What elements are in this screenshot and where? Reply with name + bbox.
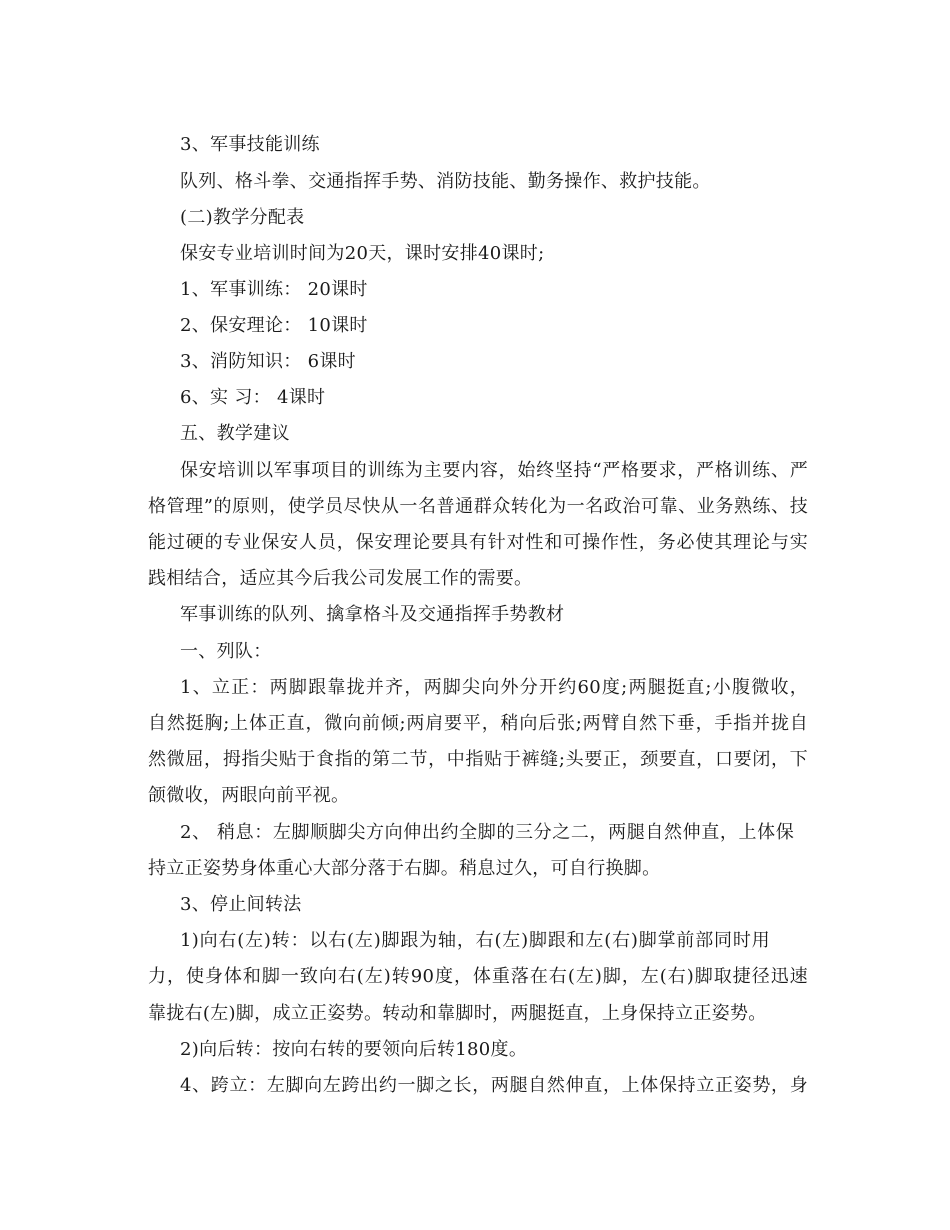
paragraph-line: 持立正姿势身体重心大部分落于右脚。稍息过久，可自行换脚。 [148,858,661,879]
paragraph-line: 保安专业培训时间为20天，课时安排40课时; [180,243,545,264]
paragraph-line: 2、 稍息：左脚顺脚尖方向伸出约全脚的三分之二，两腿自然伸直，上体保 [180,822,794,843]
paragraph-line: 保安培训以军事项目的训练为主要内容，始终坚持“严格要求，严格训练、严 [180,460,808,481]
paragraph-line: 1)向右(左)转：以右(左)脚跟为轴，右(左)脚跟和左(右)脚掌前部同时用 [180,930,770,951]
paragraph-line: 自然挺胸;上体正直，微向前倾;两肩要平，稍向后张;两臂自然下垂，手指并拢自 [148,713,808,734]
paragraph-line: 践相结合，适应其今后我公司发展工作的需要。 [148,568,533,589]
section-title-textbook: 军事训练的队列、擒拿格斗及交通指挥手势教材 [180,604,565,625]
section-heading-allocation-table: (二)教学分配表 [180,207,305,228]
paragraph-line: 4、跨立：左脚向左跨出约一脚之长，两腿自然伸直，上体保持立正姿势，身 [180,1075,808,1096]
section-heading-teaching-advice: 五、教学建议 [180,423,290,444]
section-heading-military-skills: 3、军事技能训练 [180,134,320,155]
section-heading-formation: 一、列队： [180,641,272,662]
paragraph-line: 力，使身体和脚一致向右(左)转90度，体重落在右(左)脚，左(右)脚取捷径迅速 [148,966,808,987]
list-item: 2、保安理论： 10课时 [180,315,368,336]
paragraph-line: 靠拢右(左)脚，成立正姿势。转动和靠脚时，两腿挺直，上身保持立正姿势。 [148,1003,767,1024]
paragraph-line: 格管理”的原则，使学员尽快从一名普通群众转化为一名政治可靠、业务熟练、技 [148,496,808,517]
list-item: 3、消防知识： 6课时 [180,351,356,372]
paragraph-line: 2)向后转：按向右转的要领向后转180度。 [180,1039,528,1060]
paragraph-line: 颌微收，两眼向前平视。 [148,785,350,806]
paragraph-line: 1、立正：两脚跟靠拢并齐，两脚尖向外分开约60度;两腿挺直;小腹微收， [180,677,808,698]
list-item: 6、实 习： 4课时 [180,387,326,408]
section-heading-turning: 3、停止间转法 [180,894,302,915]
paragraph-line: 队列、格斗拳、交通指挥手势、消防技能、勤务操作、救护技能。 [180,171,711,192]
paragraph-line: 然微屈，拇指尖贴于食指的第二节，中指贴于裤缝;头要正，颈要直，口要闭，下 [148,749,808,770]
list-item: 1、军事训练： 20课时 [180,279,368,300]
paragraph-line: 能过硬的专业保安人员，保安理论要具有针对性和可操作性，务必使其理论与实 [148,532,808,553]
